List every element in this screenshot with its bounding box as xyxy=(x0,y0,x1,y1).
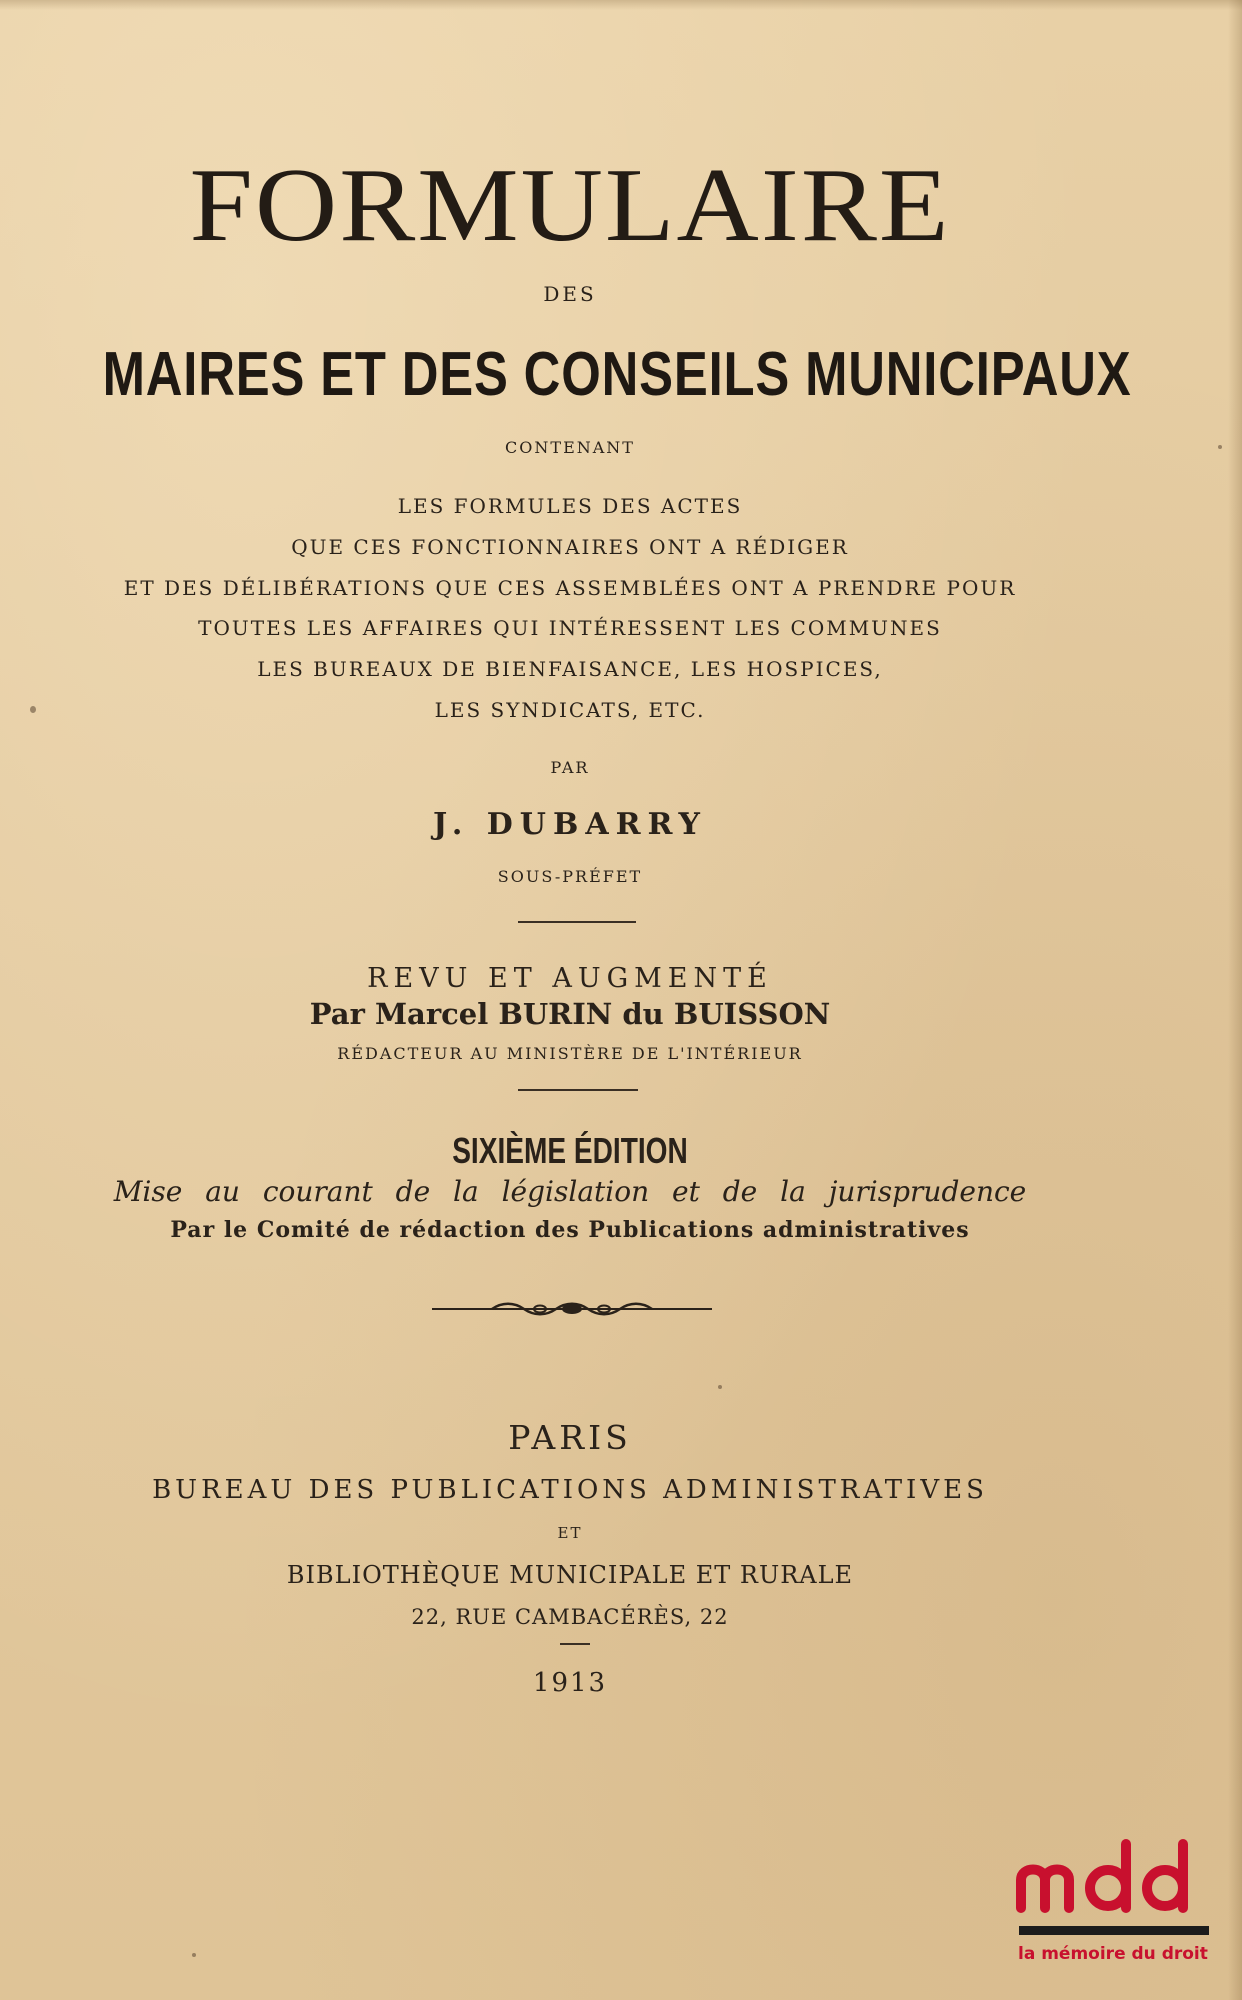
description-line: LES FORMULES DES ACTES xyxy=(397,494,743,518)
publisher-city: PARIS xyxy=(508,1418,632,1457)
publisher-library: BIBLIOTHÈQUE MUNICIPALE ET RURALE xyxy=(286,1561,854,1589)
description-line: QUE CES FONCTIONNAIRES ONT A RÉDIGER xyxy=(291,535,849,559)
paper-speck xyxy=(1218,445,1222,449)
reviser-role: RÉDACTEUR AU MINISTÈRE DE L'INTÉRIEUR xyxy=(337,1044,803,1063)
contenant-label: CONTENANT xyxy=(505,438,635,457)
ornament-divider-icon xyxy=(432,1298,712,1320)
paper-speck xyxy=(30,706,36,713)
book-subject: MAIRES ET DES CONSEILS MUNICIPAUX xyxy=(102,340,1132,409)
publisher-name: BUREAU DES PUBLICATIONS ADMINISTRATIVES xyxy=(152,1475,988,1505)
edition-note: Mise au courant de la législation et de la jurisprudence xyxy=(113,1175,1027,1208)
author-name: J. DUBARRY xyxy=(433,807,707,842)
revision-label: REVU ET AUGMENTÉ xyxy=(367,963,773,994)
paper-speck xyxy=(192,1953,196,1957)
publication-year: 1913 xyxy=(532,1668,608,1698)
edition-label: SIXIÈME ÉDITION xyxy=(452,1130,688,1171)
description-line: TOUTES LES AFFAIRES QUI INTÉRESSENT LES COMMUNES xyxy=(198,616,942,640)
reviser-name: Par Marcel BURIN du BUISSON xyxy=(309,997,831,1031)
publisher-connector: ET xyxy=(557,1524,583,1542)
logo-caption: la mémoire du droit xyxy=(1018,1944,1208,1964)
paper-speck xyxy=(718,1385,722,1389)
title-connector: DES xyxy=(543,282,597,306)
publisher-address: 22, RUE CAMBACÉRÈS, 22 xyxy=(411,1605,729,1629)
description-line: LES BUREAUX DE BIENFAISANCE, LES HOSPICES, xyxy=(257,657,883,681)
description-line: ET DES DÉLIBÉRATIONS QUE CES ASSEMBLÉES ONT A PRENDRE POUR xyxy=(123,576,1017,600)
book-title: FORMULAIRE xyxy=(189,146,951,263)
committee-credit: Par le Comité de rédaction des Publications administratives xyxy=(170,1217,970,1243)
by-label: PAR xyxy=(550,758,590,777)
divider xyxy=(518,1089,638,1091)
divider xyxy=(560,1643,590,1645)
author-role: SOUS-PRÉFET xyxy=(497,867,643,886)
divider xyxy=(518,921,636,923)
mdd-logo-icon xyxy=(1015,1836,1215,1956)
description-line: LES SYNDICATS, ETC. xyxy=(434,698,706,722)
